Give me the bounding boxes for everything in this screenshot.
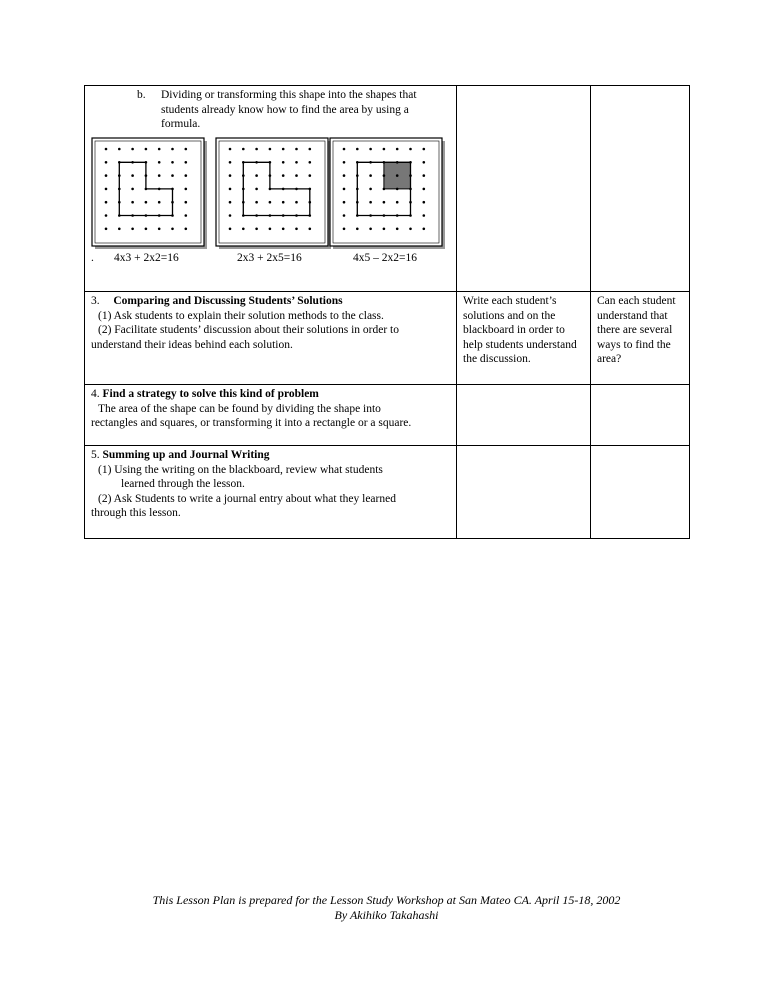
geoboard-dot [295,227,298,230]
geoboard-dot [242,161,245,164]
geoboard-dot [158,174,161,177]
geoboard-dot [396,227,399,230]
geoboard-dot [131,174,134,177]
geoboard-dot [295,200,298,203]
section-b-col2-empty [457,86,591,292]
geoboard-dot [229,214,232,217]
geoboard-dot [185,174,188,177]
geoboard-dot [242,214,245,217]
geoboard-dot [369,200,372,203]
geoboard-dot [409,227,412,230]
geoboard-dot [409,214,412,217]
geoboard-dot [423,187,426,190]
diagram-lead-dot: . [91,251,94,264]
geoboard-dot [309,200,312,203]
geoboard-dot [158,227,161,230]
geoboard-dot [396,174,399,177]
geoboard-dot [383,214,386,217]
section-b-text: Dividing or transforming this shape into the shapes that students already know how to find the area by using a formula. [161,89,417,130]
geoboard-dot [309,214,312,217]
geoboard-dot [171,227,174,230]
geoboard-dot [396,200,399,203]
row3-number: 3. [91,295,100,307]
geoboard-dot [343,187,346,190]
geoboard-dot [269,161,272,164]
geoboard-dot [158,214,161,217]
geoboard-dot [118,214,121,217]
geoboard-dot [131,187,134,190]
geoboard-dot [118,227,121,230]
geoboard-dot [145,187,148,190]
geoboard-dot [269,214,272,217]
row4-line1: The area of the shape can be found by dividing the shape into [98,402,381,415]
footer-line1: This Lesson Plan is prepared for the Lesson Study Workshop at San Mateo CA. April 15-18, 2002 [152,893,621,907]
geoboard-dot [409,147,412,150]
geoboard-dot [242,187,245,190]
geoboard-dot [105,200,108,203]
geoboard-dot [343,161,346,164]
geoboard-dot [383,187,386,190]
geoboard-dot [131,161,134,164]
geoboard-dot [229,174,232,177]
geoboard-dot [295,214,298,217]
geoboard-dot [295,187,298,190]
geoboard-dot [171,174,174,177]
geoboard-dot [356,187,359,190]
row3-col2-text: Write each student’s solutions and on the blackboard in order to help students understand the discussion. [463,295,577,365]
geoboard-dot [185,200,188,203]
geoboard-dot [423,227,426,230]
geoboard-dot [105,187,108,190]
geoboard-dot [158,161,161,164]
table-row-section-b [85,86,690,292]
geoboard-dot [295,174,298,177]
geoboard-dot [131,227,134,230]
lesson-plan-table [84,85,690,539]
row5-col2-empty [457,446,591,539]
geoboard-dot [282,214,285,217]
geoboard-dot [229,227,232,230]
geoboard-dot [356,161,359,164]
geoboard-dot [356,147,359,150]
row4-line2: rectangles and squares, or transforming it into a rectangle or a square. [91,417,412,429]
geoboard-dot [396,161,399,164]
row3-title: Comparing and Discussing Students’ Solutions [113,295,343,307]
geoboard-dot [105,161,108,164]
geoboard-dot [171,161,174,164]
section-b-col3-empty [591,86,690,292]
geoboard-dot [423,214,426,217]
geoboard-dot [158,200,161,203]
geoboard-dot [383,200,386,203]
table-row-3 [85,292,690,385]
geoboard-dot [409,187,412,190]
table-row-4 [85,385,690,446]
geoboard-dot [118,187,121,190]
geoboard-dot [369,214,372,217]
geoboard-dot [242,200,245,203]
row3-evaluation-cell [591,292,690,385]
geoboard-dot [369,174,372,177]
geoboard-1 [92,138,204,246]
geoboard-dot [356,200,359,203]
geoboard-dot [185,187,188,190]
geoboard-dot [255,187,258,190]
geoboard-dot [255,227,258,230]
geoboard-dot [171,200,174,203]
geoboard-dot [269,227,272,230]
geoboard-dot [145,147,148,150]
geoboard-dot [356,214,359,217]
geoboard-3 [330,138,442,246]
geoboard-dot [255,174,258,177]
section-b-cell [85,86,457,292]
geoboard-dot [309,174,312,177]
geoboard-dot [396,187,399,190]
geoboard-diagrams [85,132,456,272]
geoboard-dot [229,161,232,164]
geoboard-dot [145,200,148,203]
geoboard-dot [185,214,188,217]
diagram-caption-3: 4x5 – 2x2=16 [353,251,417,264]
geoboard-dot [409,174,412,177]
geoboard-dot [105,214,108,217]
geoboard-dot [171,214,174,217]
row5-col3-empty [591,446,690,539]
row3-activity-cell [85,292,457,385]
geoboard-dot [171,147,174,150]
row4-col3-empty [591,385,690,446]
geoboard-dot [242,147,245,150]
geoboard-dot [185,227,188,230]
geoboard-dot [343,214,346,217]
geoboard-dot [409,161,412,164]
geoboard-dot [423,200,426,203]
geoboard-dot [131,214,134,217]
geoboard-dot [356,227,359,230]
geoboard-dot [383,161,386,164]
geoboard-dot [105,227,108,230]
section-b-letter: b. [137,89,146,101]
diagram-caption-2: 2x3 + 2x5=16 [237,251,302,264]
geoboard-dot [282,147,285,150]
geoboard-dot [409,200,412,203]
geoboard-dot [423,161,426,164]
geoboard-dot [269,147,272,150]
page-footer [0,893,773,923]
footer-line2: By Akihiko Takahashi [334,908,439,922]
geoboard-dot [423,147,426,150]
geoboard-dot [145,161,148,164]
row4-col2-empty [457,385,591,446]
geoboard-dot [369,227,372,230]
geoboard-dot [255,200,258,203]
row5-activity-cell [85,446,457,539]
geoboard-dot [309,187,312,190]
geoboard-dot [158,187,161,190]
geoboard-dot [309,161,312,164]
geoboard-dot [369,147,372,150]
geoboard-dot [229,147,232,150]
row3-teacher-support-cell [457,292,591,385]
geoboard-dot [423,174,426,177]
geoboard-dot [158,147,161,150]
geoboard-2 [216,138,328,246]
geoboard-dot [145,174,148,177]
geoboard-dot [343,174,346,177]
row4-number: 4. [91,388,100,400]
geoboard-dot [242,174,245,177]
row3-line2: (2) Facilitate students’ discussion about their solutions in order to [98,324,399,336]
geoboard-dot [229,200,232,203]
row4-title: Find a strategy to solve this kind of problem [102,388,319,400]
row3-line3: understand their ideas behind each solution. [91,338,293,351]
row3-line1: (1) Ask students to explain their solution methods to the class. [98,309,384,322]
geoboard-dot [269,174,272,177]
row5-line1: (1) Using the writing on the blackboard, review what students [98,463,383,476]
geoboard-dot [255,147,258,150]
geoboard-dot [282,174,285,177]
geoboard-dot [185,161,188,164]
geoboard-dot [255,161,258,164]
geoboard-dot [343,200,346,203]
row4-activity-cell [85,385,457,446]
geoboard-dot [105,147,108,150]
row5-line2: learned through the lesson. [121,478,245,490]
geoboard-dot [295,147,298,150]
row5-title: Summing up and Journal Writing [102,449,270,461]
geoboard-dot [383,174,386,177]
geoboard-dot [131,200,134,203]
geoboard-dot [255,214,258,217]
geoboard-dot [282,200,285,203]
diagram-caption-1: 4x3 + 2x2=16 [114,251,179,264]
geoboard-dot [118,174,121,177]
geoboard-dot [309,147,312,150]
geoboard-dot [396,214,399,217]
table-row-5 [85,446,690,539]
geoboard-dot [383,147,386,150]
geoboard-dot [343,227,346,230]
geoboard-dot [269,200,272,203]
row3-col3-text: Can each student understand that there are several ways to find the area? [597,295,676,365]
geoboard-dot [369,161,372,164]
geoboard-dot [145,227,148,230]
geoboard-dot [282,161,285,164]
row5-line4: through this lesson. [91,507,181,519]
geoboard-dot [229,187,232,190]
geoboard-diagrams-svg [85,76,455,266]
geoboard-dot [369,187,372,190]
geoboard-dot [295,161,298,164]
geoboard-dot [269,187,272,190]
geoboard-dot [118,147,121,150]
geoboard-dot [131,147,134,150]
row5-number: 5. [91,449,100,461]
geoboard-dot [343,147,346,150]
geoboard-dot [145,214,148,217]
geoboard-dot [282,227,285,230]
geoboard-dot [118,200,121,203]
geoboard-dot [171,187,174,190]
geoboard-dot [185,147,188,150]
geoboard-dot [105,174,108,177]
geoboard-dot [242,227,245,230]
row5-line3: (2) Ask Students to write a journal entry about what they learned [98,492,396,505]
geoboard-dot [282,187,285,190]
geoboard-dot [383,227,386,230]
geoboard-dot [356,174,359,177]
geoboard-dot [396,147,399,150]
geoboard-dot [118,161,121,164]
geoboard-dot [309,227,312,230]
